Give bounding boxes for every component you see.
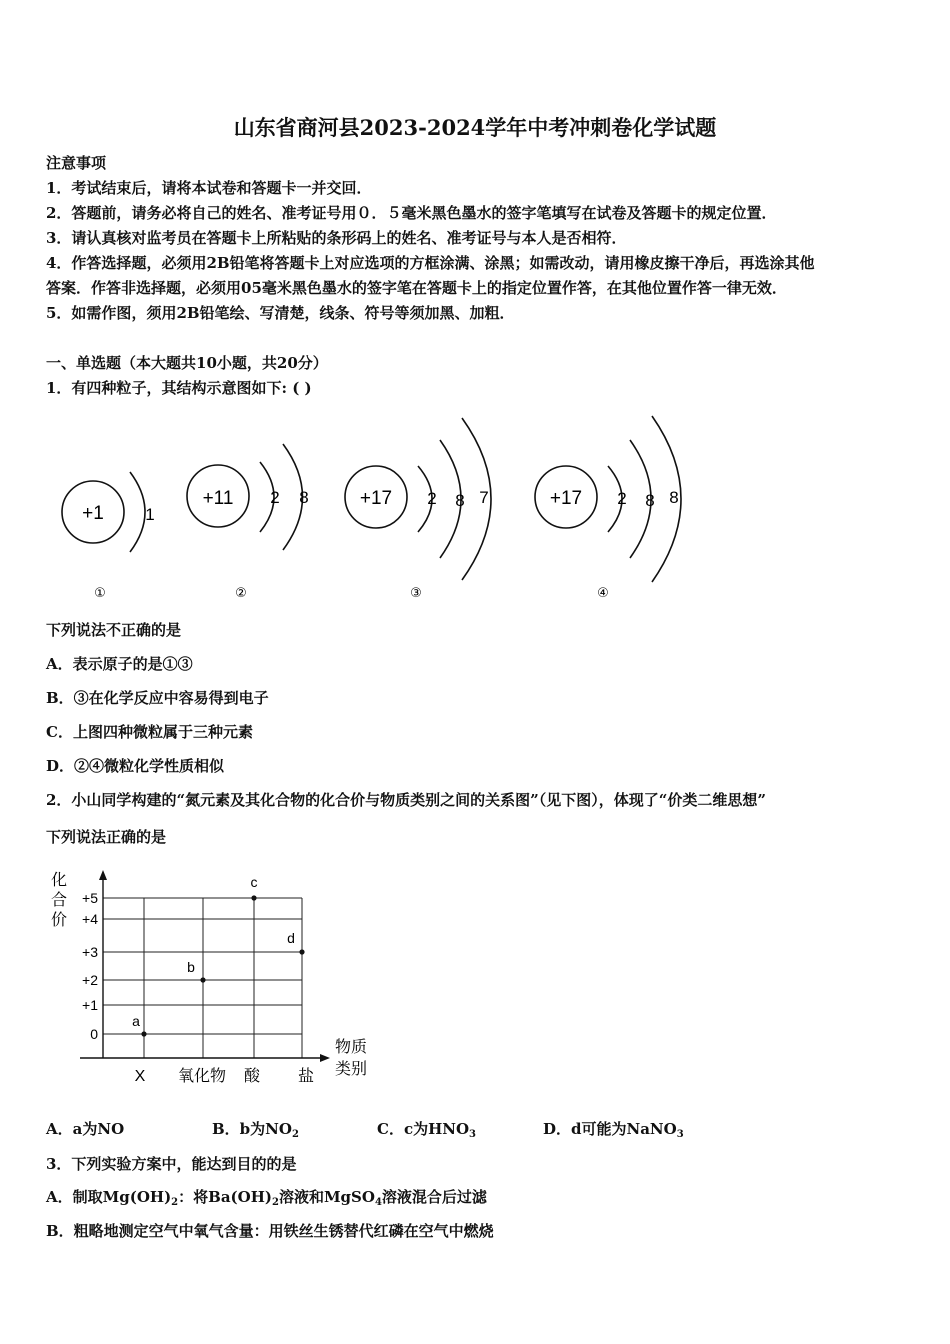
- subscript: 4: [374, 1197, 382, 1208]
- data-point-label: a: [132, 1013, 140, 1029]
- option-b[interactable]: [212, 1118, 299, 1140]
- data-point-label: b: [187, 959, 195, 975]
- question-1-stem: 1．有四种粒子，其结构示意图如下: ( ): [46, 379, 312, 397]
- atom-label: ③: [410, 585, 422, 600]
- y-tick-labels: [82, 890, 98, 1042]
- chart-axes: [80, 876, 322, 1058]
- question-1-prompt: 下列说法不正确的是: [46, 621, 182, 639]
- option-c[interactable]: [377, 1118, 476, 1140]
- x-tick-label: 氧化物: [177, 1066, 227, 1085]
- y-tick-label: +4: [82, 911, 98, 927]
- option-text: B．b为NO: [212, 1120, 292, 1138]
- atom-label: ①: [94, 585, 106, 600]
- y-axis-arrow: [99, 870, 107, 880]
- question-2-stem: 2．小山同学构建的“氮元素及其化合物的化合价与物质类别之间的关系图”（见下图），体现了“价类二维思想”: [46, 791, 766, 809]
- atom-label: ②: [235, 585, 247, 600]
- shell-electron-count: 2: [617, 489, 627, 508]
- shell-electron-count: 8: [645, 491, 655, 510]
- option-text: 溶液和MgSO: [278, 1188, 375, 1206]
- subscript: 2: [291, 1129, 299, 1140]
- notice-item: 4．作答选择题，必须用2B铅笔将答题卡上对应选项的方框涂满、涂黑；如需改动，请用橡皮擦干净后，再选涂其他: [46, 254, 815, 272]
- option-b[interactable]: B．③在化学反应中容易得到电子: [46, 689, 269, 707]
- shell-electron-count: 2: [427, 489, 437, 508]
- x-tick-label: 盐: [297, 1066, 315, 1085]
- y-tick-label: 0: [90, 1026, 98, 1042]
- x-axis-title-line: 类别: [334, 1059, 368, 1078]
- data-point-label: d: [287, 930, 295, 946]
- subscript: 2: [271, 1197, 279, 1208]
- option-c[interactable]: C．上图四种微粒属于三种元素: [46, 723, 253, 741]
- option-text: C．c为HNO: [377, 1120, 470, 1138]
- shell-electron-count: 7: [479, 488, 489, 507]
- notice-item: 5．如需作图，须用2B铅笔绘、写清楚，线条、符号等须加黑、加粗．: [46, 304, 515, 322]
- data-point-c: [251, 895, 256, 900]
- y-tick-label: +5: [82, 890, 98, 906]
- option-text: D．d可能为NaNO: [543, 1120, 677, 1138]
- subscript: 3: [676, 1129, 684, 1140]
- data-point-label: c: [250, 874, 258, 890]
- option-text: 溶液混合后过滤: [381, 1188, 487, 1206]
- option-text: A．a为NO: [46, 1120, 125, 1138]
- y-axis-title-char: 化: [50, 870, 68, 889]
- y-axis-title-char: 合: [50, 890, 68, 909]
- shell-electron-count: 2: [270, 488, 280, 507]
- y-tick-label: +2: [82, 972, 98, 988]
- notice-heading: 注意事项: [46, 154, 107, 172]
- shell-electron-count: 8: [455, 491, 465, 510]
- question-2-prompt: 下列说法正确的是: [46, 828, 167, 846]
- option-d[interactable]: [543, 1118, 684, 1140]
- nucleus-charge: +1: [82, 503, 104, 524]
- option-a[interactable]: A．表示原子的是①③: [46, 655, 193, 673]
- notice-item: 2．答题前，请务必将自己的姓名、准考证号用０．５毫米黑色墨水的签字笔填写在试卷及答题卡的规定位置．: [46, 204, 777, 222]
- notice-item: 3．请认真核对监考员在答题卡上所粘贴的条形码上的姓名、准考证号与本人是否相符．: [46, 229, 627, 247]
- x-tick-label: 酸: [243, 1066, 261, 1085]
- nucleus-charge: +17: [549, 488, 583, 509]
- shell-electron-count: 8: [299, 488, 309, 507]
- electron-shell-arc: [130, 472, 145, 552]
- x-tick-labels: [135, 1066, 314, 1085]
- x-axis-arrow: [320, 1054, 330, 1062]
- y-axis-title-char: 价: [50, 910, 68, 929]
- y-tick-label: +3: [82, 944, 98, 960]
- page-title: 山东省商河县2023-2024学年中考冲刺卷化学试题: [233, 115, 717, 140]
- option-a[interactable]: [46, 1118, 124, 1139]
- option-a[interactable]: [46, 1186, 487, 1208]
- subscript: 2: [171, 1197, 179, 1208]
- x-tick-label: X: [134, 1068, 146, 1085]
- data-point-a: [141, 1031, 146, 1036]
- data-point-d: [299, 949, 304, 954]
- shell-electron-count: 8: [669, 488, 679, 507]
- section-heading: 一、单选题（本大题共10小题，共20分）: [46, 354, 328, 372]
- option-d[interactable]: D．②④微粒化学性质相似: [46, 757, 225, 775]
- valence-category-chart: [40, 862, 380, 1092]
- option-b[interactable]: B．粗略地测定空气中氧气含量：用铁丝生锈替代红磷在空气中燃烧: [46, 1222, 494, 1240]
- data-point-b: [200, 977, 205, 982]
- question-3-stem: 3．下列实验方案中，能达到目的的是: [46, 1155, 297, 1173]
- option-text: A．制取Mg(OH): [46, 1188, 172, 1206]
- notice-item: 1．考试结束后，请将本试卷和答题卡一并交回．: [46, 179, 372, 197]
- y-tick-label: +1: [82, 997, 98, 1013]
- option-text: ：将Ba(OH): [178, 1188, 272, 1206]
- nucleus-charge: +17: [359, 488, 393, 509]
- nucleus-charge: +11: [202, 488, 234, 509]
- shell-electron-count: 1: [145, 505, 155, 524]
- x-axis-title: [335, 1037, 367, 1078]
- x-axis-title-line: 物质: [334, 1037, 368, 1056]
- atom-label: ④: [597, 585, 609, 600]
- notice-item: 答案．作答非选择题，必须用05毫米黑色墨水的签字笔在答题卡上的指定位置作答，在其他位置作答一律无效．: [46, 279, 787, 297]
- atom-structure-diagram: [0, 400, 950, 610]
- subscript: 3: [469, 1129, 476, 1140]
- y-axis-title: [51, 870, 67, 929]
